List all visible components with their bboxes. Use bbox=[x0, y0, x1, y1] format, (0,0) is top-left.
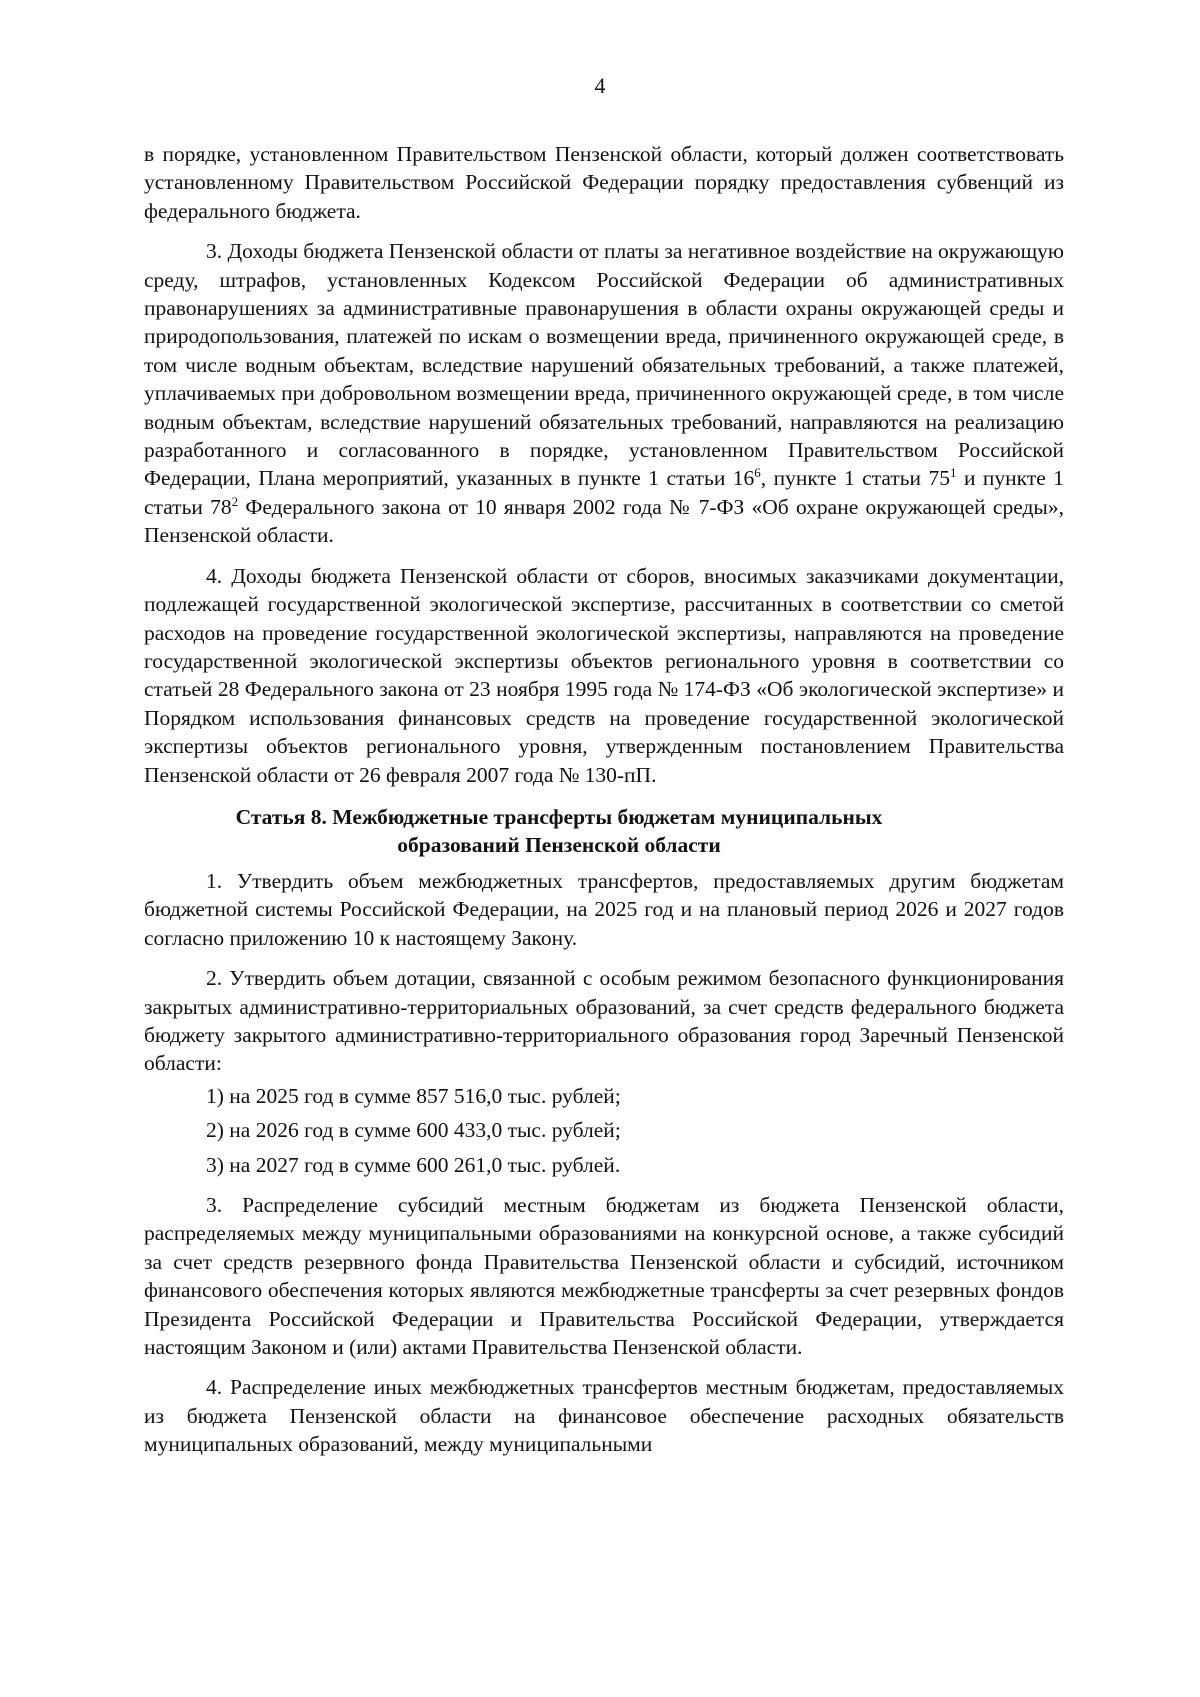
article-8-heading bbox=[144, 803, 1064, 859]
paragraph-continued: в порядке, установленном Правительством Пензенской области, который должен соответствовать установленному Правительством Российской Федерации порядку предоставления субвенций из федерального бюджета. bbox=[144, 142, 1064, 223]
paragraph-3 bbox=[144, 237, 1064, 549]
document-body bbox=[144, 140, 1064, 1471]
article-heading-line-1: Статья 8. Межбюджетные трансферты бюджетам муниципальных bbox=[235, 804, 883, 829]
article-8-paragraph-2: 2. Утвердить объем дотации, связанной с особым режимом безопасного функционирования закрытых административно-территориальных образований, за счет средств федерального бюджета бюджету закрытого административно-территориального образования город Заречный Пензенской области: bbox=[144, 966, 1064, 1076]
list-item-2027: 3) на 2027 год в сумме 600 261,0 тыс. рублей. bbox=[206, 1152, 621, 1177]
paragraph-3-text-b: , пункте 1 статьи 75 bbox=[760, 466, 950, 491]
superscript-2: 2 bbox=[231, 493, 239, 509]
paragraph-3-text-c: и пункте 1 статьи 78 bbox=[144, 466, 1064, 519]
article-8-paragraph-4: 4. Распределение иных межбюджетных трансфертов местным бюджетам, предоставляемых из бюджета Пензенской области на финансовое обеспечение расходных обязательств муниципальных образований, между муниципальными bbox=[144, 1375, 1064, 1457]
paragraph-3-text-a: 3. Доходы бюджета Пензенской области от платы за негативное воздействие на окружающую среду, штрафов, установленных Кодексом Российской Федерации об административных правонарушениях за административные правонарушения в области охраны окружающей среды и природопользования, платежей по искам о возмещении вреда, причиненного окружающей среде, в том числе водным объектам, вследствие нарушений обязательных требований, а также платежей, уплачиваемых при добровольном возмещении вреда, причиненного окружающей среде, в том числе водным объектам, вследствие нарушений обязательных требований, направляются на реализацию разработанного и согласованного в порядке, установленном Правительством Российской Федерации, Плана мероприятий, указанных в пункте 1 статьи 16 bbox=[144, 239, 1064, 491]
list-item-2025: 1) на 2025 год в сумме 857 516,0 тыс. рублей; bbox=[206, 1083, 621, 1108]
page-number: 4 bbox=[594, 73, 606, 98]
paragraph-3-text-d: Федерального закона от 10 января 2002 года № 7-ФЗ «Об охране окружающей среды», Пензенской области. bbox=[144, 494, 1064, 548]
article-heading-line-2: образований Пензенской области bbox=[397, 832, 721, 857]
superscript-6: 6 bbox=[754, 465, 761, 481]
article-8-paragraph-3: 3. Распределение субсидий местным бюджетам из бюджета Пензенской области, распределяемых между муниципальными образованиями на конкурсной основе, а также субсидий за счет средств резервного фонда Правительства Пензенской области и субсидий, источником финансового обеспечения которых являются межбюджетные трансферты за счет резервных фондов Президента Российской Федерации и Правительства Российской Федерации, утверждается настоящим Законом и (или) актами Правительства Пензенской области. bbox=[144, 1193, 1064, 1360]
paragraph-4: 4. Доходы бюджета Пензенской области от сборов, вносимых заказчиками документации, подлежащей государственной экологической экспертизе, рассчитанных в соответствии со сметой расходов на проведение государственной экологической экспертизы, направляются на проведение государственной экологической экспертизы объектов регионального уровня в соответствии со статьей 28 Федерального закона от 23 ноября 1995 года № 174-ФЗ «Об экологической экспертизе» и Порядком использования финансовых средств на проведение государственной экологической экспертизы объектов регионального уровня, утвержденным постановлением Правительства Пензенской области от 26 февраля 2007 года № 130-пП. bbox=[144, 563, 1064, 787]
article-8-paragraph-1: 1. Утвердить объем межбюджетных трансфертов, предоставляемых другим бюджетам бюджетной системы Российской Федерации, на 2025 год и на плановый период 2026 и 2027 годов согласно приложению 10 к настоящему Закону. bbox=[144, 868, 1064, 950]
list-item-2026: 2) на 2026 год в сумме 600 433,0 тыс. рублей; bbox=[206, 1118, 621, 1143]
superscript-1: 1 bbox=[950, 465, 957, 481]
